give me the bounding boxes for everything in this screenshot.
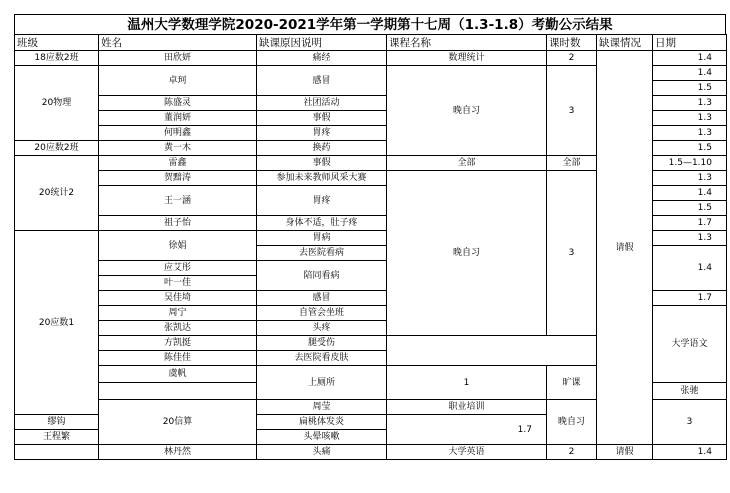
status-cell: 请假 [597, 445, 653, 460]
reason-cell: 痛经 [257, 51, 387, 66]
class-cell: 20应数2班 [15, 141, 99, 156]
reason-cell: 头晕咳嗽 [257, 430, 387, 445]
reason-cell: 感冒 [257, 291, 387, 306]
date-cell: 1.4 [653, 186, 727, 201]
reason-cell: 参加未来教师风采大赛 [257, 171, 387, 186]
student-name: 王一涵 [99, 186, 257, 216]
hours-cell: 3 [653, 400, 727, 445]
reason-cell: 事假 [257, 156, 387, 171]
student-name: 缪钩 [15, 415, 99, 430]
hours-cell: 3 [547, 171, 597, 336]
student-name: 雷鑫 [99, 156, 257, 171]
hours-cell: 2 [547, 445, 597, 460]
student-name: 田欣妍 [99, 51, 257, 66]
date-cell: 1.5 [653, 81, 727, 96]
reason-cell: 腿受伤 [257, 336, 387, 351]
reason-cell: 职业培训 [387, 400, 547, 415]
reason-cell: 胃病 [257, 231, 387, 246]
class-cell: 20统计2 [15, 156, 99, 231]
attendance-table [14, 34, 727, 460]
course-cell: 大学英语 [387, 445, 547, 460]
date-cell: 1.5—1.10 [653, 156, 727, 171]
class-cell: 20应数1 [15, 231, 99, 415]
class-cell: 20信算 [99, 400, 257, 445]
date-cell: 1.7 [387, 415, 547, 445]
reason-cell: 感冒 [257, 66, 387, 96]
table-row [15, 445, 727, 460]
student-name: 周宁 [99, 306, 257, 321]
date-cell: 1.7 [653, 216, 727, 231]
student-name: 应艾彤 [99, 261, 257, 276]
date-cell: 1.4 [653, 246, 727, 291]
reason-cell: 去医院看皮肤 [257, 351, 387, 366]
header-class: 班级 [15, 35, 99, 51]
hours-cell: 1 [387, 366, 547, 400]
student-name: 徐娟 [99, 231, 257, 261]
reason-cell: 陪同看病 [257, 261, 387, 291]
student-name: 叶一佳 [99, 276, 257, 291]
student-name: 陈盛灵 [99, 96, 257, 111]
date-cell: 1.4 [653, 51, 727, 66]
course-cell: 晚自习 [387, 66, 547, 156]
course-cell: 晚自习 [387, 171, 547, 336]
date-cell: 1.3 [653, 111, 727, 126]
hours-cell: 3 [547, 66, 597, 156]
student-name: 卓珂 [99, 66, 257, 96]
student-name: 贺黯涛 [99, 171, 257, 186]
course-cell: 晚自习 [547, 400, 597, 445]
reason-cell: 胃疼 [257, 186, 387, 216]
hours-cell: 全部 [547, 156, 597, 171]
attendance-sheet [14, 14, 726, 460]
student-name: 陈佳佳 [99, 351, 257, 366]
reason-cell: 自管会坐班 [257, 306, 387, 321]
table-row [15, 51, 727, 66]
reason-cell: 去医院看病 [257, 246, 387, 261]
status-cell: 请假 [597, 51, 653, 445]
student-name: 周莹 [257, 400, 387, 415]
course-cell: 大学语文 [653, 306, 727, 383]
date-cell: 1.3 [653, 126, 727, 141]
student-name: 张凯达 [99, 321, 257, 336]
reason-cell: 胃疼 [257, 126, 387, 141]
student-name: 林丹然 [99, 445, 257, 460]
reason-cell: 上厕所 [257, 366, 387, 400]
hours-cell: 2 [547, 51, 597, 66]
date-cell: 1.3 [653, 96, 727, 111]
reason-cell: 换药 [257, 141, 387, 156]
student-name: 方凯挺 [99, 336, 257, 351]
header-reason: 缺课原因说明 [257, 35, 387, 51]
student-name: 王程繁 [15, 430, 99, 445]
reason-cell: 头痛 [257, 445, 387, 460]
header-hours: 课时数 [547, 35, 597, 51]
course-cell: 全部 [387, 156, 547, 171]
student-name: 虞帆 [99, 366, 257, 383]
status-cell: 旷课 [547, 366, 597, 400]
course-cell [99, 383, 257, 400]
date-cell: 1.4 [653, 445, 727, 460]
header-name: 姓名 [99, 35, 257, 51]
course-cell: 数理统计 [387, 51, 547, 66]
reason-cell: 身体不适，肚子疼 [257, 216, 387, 231]
student-name: 黄一木 [99, 141, 257, 156]
date-cell: 1.5 [653, 141, 727, 156]
header-status: 缺课情况 [597, 35, 653, 51]
date-cell: 1.3 [653, 231, 727, 246]
header-row [15, 35, 727, 51]
student-name: 董润妍 [99, 111, 257, 126]
date-cell: 1.3 [653, 171, 727, 186]
student-name: 张驰 [653, 383, 727, 400]
header-date: 日期 [653, 35, 727, 51]
class-cell: 18应数2班 [15, 51, 99, 66]
date-cell: 1.5 [653, 201, 727, 216]
class-cell [15, 445, 99, 460]
reason-cell: 扁桃体发炎 [257, 415, 387, 430]
student-name: 祖子怡 [99, 216, 257, 231]
reason-cell: 社团活动 [257, 96, 387, 111]
student-name: 吴佳埼 [99, 291, 257, 306]
date-cell: 1.4 [653, 66, 727, 81]
header-course: 课程名称 [387, 35, 547, 51]
student-name: 何明鑫 [99, 126, 257, 141]
class-cell: 20物理 [15, 66, 99, 141]
sheet-title: 温州大学数理学院2020-2021学年第一学期第十七周（1.3-1.8）考勤公示结果 [14, 14, 726, 34]
reason-cell: 头疼 [257, 321, 387, 336]
date-cell: 1.7 [653, 291, 727, 306]
reason-cell: 事假 [257, 111, 387, 126]
